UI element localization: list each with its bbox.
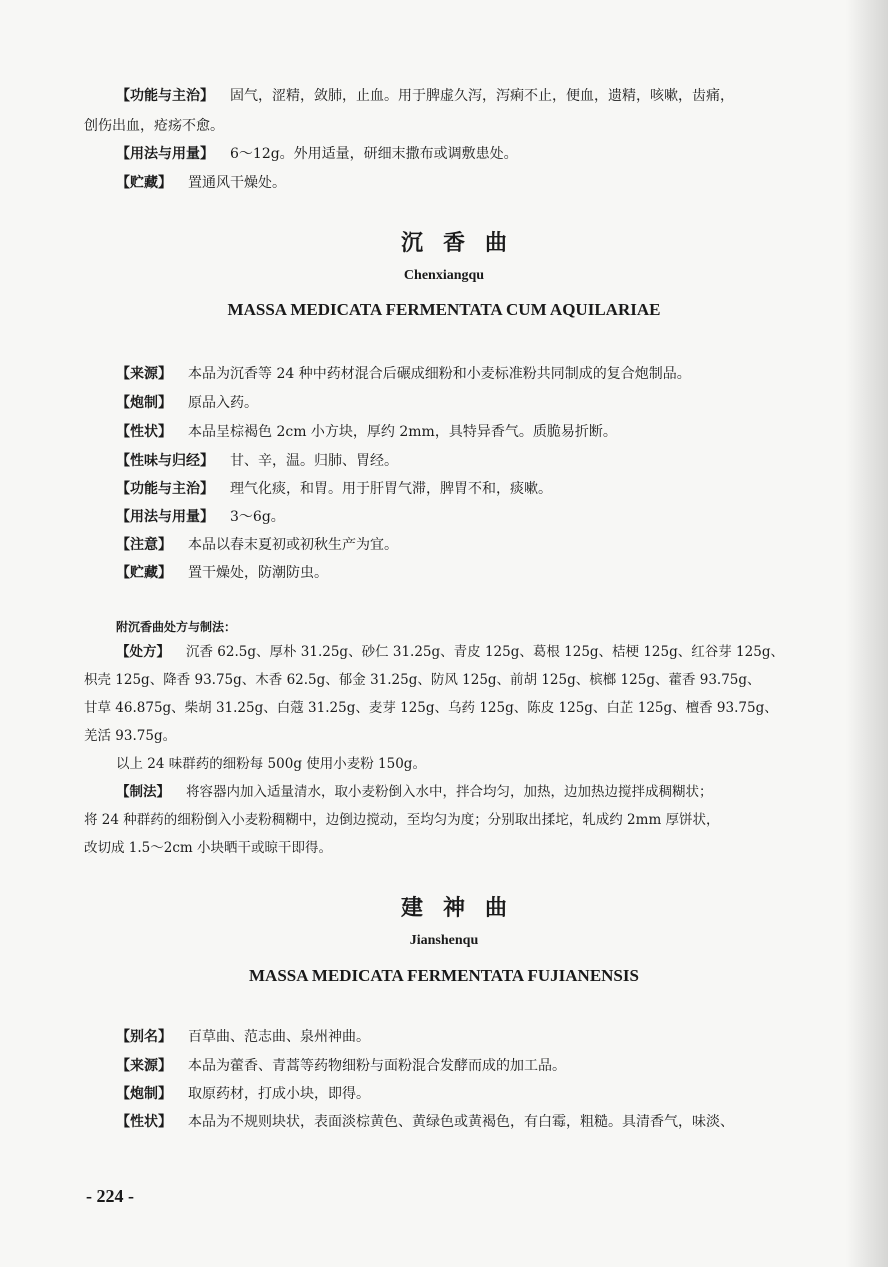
section-pinyin-chenxiangqu: Chenxiangqu [403,268,485,283]
entry-alias [116,1023,370,1051]
func-text-cont: 创伤出血，疮疡不愈。 [84,118,224,134]
entry-text: 理气化痰，和胃。用于肝胃气滞，脾胃不和，痰嗽。 [230,481,552,497]
entry-label: 【性味与归经】 [116,453,214,469]
entry-text: 本品以春末夏初或初秋生产为宜。 [188,537,398,553]
section-title-jianshenqu: 建神曲 [400,896,527,921]
page-number: - 224 - [86,1186,134,1206]
usage-label: 【用法与用量】 [116,146,214,162]
entry-label: 【功能与主治】 [116,481,214,497]
recipe-line-1 [116,638,784,666]
section-pinyin-jianshenqu: Jianshenqu [409,933,479,948]
storage-text: 置通风干燥处。 [188,175,286,191]
entry-label: 【性状】 [116,1114,172,1130]
entry-label: 【别名】 [116,1029,172,1045]
entry-text: 百草曲、范志曲、泉州神曲。 [188,1029,370,1045]
func-label: 【功能与主治】 [116,88,214,104]
usage-entry [116,140,518,168]
usage-text: 6～12g。外用适量，研细末撒布或调敷患处。 [230,146,518,162]
section-title-chenxiangqu: 沉香曲 [400,231,527,256]
entry-processing [116,389,258,417]
recipe-label: 【处方】 [116,644,170,660]
entry-function [116,475,552,503]
entry-text: 原品入药。 [188,395,258,411]
func-entry [116,82,734,110]
entry-text: 甘、辛，温。归肺、胃经。 [230,453,398,469]
entry-text: 本品为藿香、青蒿等药物细粉与面粉混合发酵而成的加工品。 [188,1058,566,1074]
entry-usage [116,503,285,531]
method-line-2: 将 24 种群药的细粉倒入小麦粉稠糊中，边倒边搅动，至均匀为度；分别取出揉坨，轧成约 2mm 厚饼状， [84,812,720,828]
entry-text: 本品为沉香等 24 种中药材混合后碾成细粉和小麦标准粉共同制成的复合炮制品。 [188,366,691,382]
entry-label: 【来源】 [116,366,172,382]
recipe-line-5: 以上 24 味群药的细粉每 500g 使用小麦粉 150g。 [116,756,426,772]
method-line-3: 改切成 1.5～2cm 小块晒干或晾干即得。 [84,840,333,856]
entry-nature [116,447,398,475]
entry-storage [116,559,328,587]
section-latin-chenxiangqu: MASSA MEDICATA FERMENTATA CUM AQUILARIAE [227,300,661,319]
entry-caution [116,531,398,559]
method-line-1 [116,778,713,806]
entry-label: 【性状】 [116,424,172,440]
entry-source [116,1052,566,1080]
entry-label: 【来源】 [116,1058,172,1074]
entry-text: 本品为不规则块状，表面淡棕黄色、黄绿色或黄褐色，有白霉，粗糙。具清香气，味淡、 [188,1114,734,1130]
entry-text: 本品呈棕褐色 2cm 小方块，厚约 2mm，具特异香气。质脆易折断。 [188,424,617,440]
recipe-line-4: 羌活 93.75g。 [84,728,177,744]
entry-label: 【贮藏】 [116,565,172,581]
recipe-text: 沉香 62.5g、厚朴 31.25g、砂仁 31.25g、青皮 125g、葛根 125g、桔梗 125g、红谷芽 125g、 [186,644,784,660]
entry-label: 【用法与用量】 [116,509,214,525]
recipe-line-3: 甘草 46.875g、柴胡 31.25g、白蔻 31.25g、麦芽 125g、乌药 125g、陈皮 125g、白芷 125g、檀香 93.75g、 [84,700,778,716]
recipe-line-2: 枳壳 125g、降香 93.75g、木香 62.5g、郁金 31.25g、防风 125g、前胡 125g、槟榔 125g、藿香 93.75g、 [84,672,761,688]
method-text: 将容器内加入适量清水，取小麦粉倒入水中，拌合均匀，加热，边加热边搅拌成稠糊状； [186,784,713,800]
method-label: 【制法】 [116,784,170,800]
entry-label: 【注意】 [116,537,172,553]
recipe-note: 附沉香曲处方与制法： [116,620,237,634]
storage-entry [116,169,286,197]
entry-properties [116,1108,734,1136]
storage-label: 【贮藏】 [116,175,172,191]
func-text: 固气，涩精，敛肺，止血。用于脾虚久泻，泻痢不止，便血，遗精，咳嗽，齿痛， [230,88,734,104]
entry-label: 【炮制】 [116,395,172,411]
entry-text: 3～6g。 [230,509,285,525]
section-latin-jianshenqu: MASSA MEDICATA FERMENTATA FUJIANENSIS [249,966,639,985]
entry-label: 【炮制】 [116,1086,172,1102]
entry-properties [116,418,617,446]
entry-source [116,360,691,388]
entry-text: 置干燥处，防潮防虫。 [188,565,328,581]
entry-text: 取原药材，打成小块，即得。 [188,1086,370,1102]
entry-processing [116,1080,370,1108]
